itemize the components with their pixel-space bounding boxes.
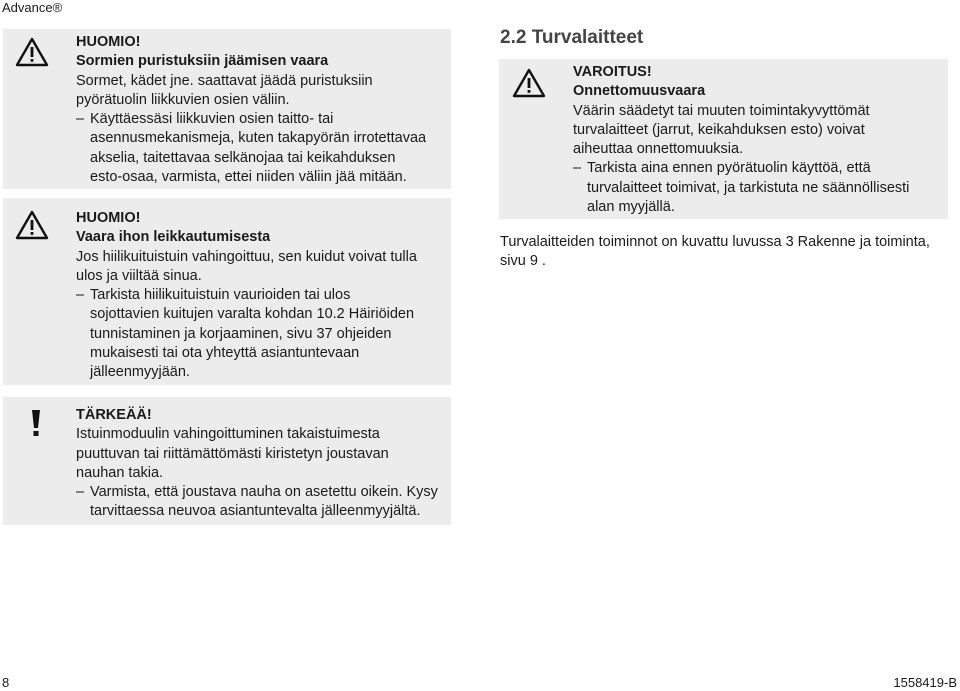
notice-title: Vaara ihon leikkautumisesta (76, 229, 271, 246)
document-code: 1558419-B (893, 675, 957, 690)
warning-bullet (573, 159, 945, 217)
notice-bullet (76, 483, 448, 522)
bullet-line: esto-osaa, varmista, ettei niiden väliin jää mitään. (90, 169, 407, 186)
warning-text-line: turvalaitteet (jarrut, keikahduksen esto) voivat (573, 121, 865, 138)
bullet-line: jälleenmyyjään. (90, 364, 190, 381)
bullet-line: alan myyjällä. (587, 199, 675, 216)
notice-heading: TÄRKEÄÄ! (76, 407, 152, 423)
body-paragraph (500, 233, 950, 272)
notice-heading: HUOMIO! (76, 34, 141, 50)
bullet-line: Varmista, että joustava nauha on asetettu oikein. Kysy (90, 484, 438, 501)
notice-text-line: Jos hiilikuituistuin vahingoittuu, sen kuidut voivat tulla (76, 248, 417, 265)
notice-title: Sormien puristuksiin jäämisen vaara (76, 53, 329, 70)
brand-header: Advance® (2, 0, 63, 15)
warning-heading: VAROITUS! (573, 64, 652, 80)
notice-text-line: Sormet, kädet jne. saattavat jäädä puristuksiin (76, 72, 373, 89)
page-number: 8 (2, 675, 10, 690)
warning-triangle-icon (512, 68, 546, 98)
notice-bullet (76, 286, 446, 382)
exclamation-icon (30, 408, 42, 438)
warning-triangle-icon (15, 37, 49, 67)
notice-content (76, 406, 448, 522)
notice-text-line: pyörätuolin liikkuvien osien väliin. (76, 91, 290, 108)
notice-bullet (76, 110, 446, 187)
bullet-line: sojottavien kuitujen varalta kohdan 10.2 Häiriöiden (90, 306, 415, 323)
warning-text-line: aiheuttaa onnettomuuksia. (573, 141, 744, 158)
warning-content (573, 63, 945, 217)
bullet-dash: – (76, 484, 85, 501)
warning-title: Onnettomuusvaara (573, 83, 706, 100)
bullet-line: tarvittaessa neuvoa asiantuntevalta jälleenmyyjältä. (90, 503, 421, 520)
paragraph-line: sivu 9 . (500, 253, 546, 270)
section-title: 2.2 Turvalaitteet (500, 27, 644, 48)
bullet-dash: – (573, 160, 582, 177)
bullet-line: Käyttäessäsi liikkuvien osien taitto- tai (90, 111, 334, 128)
notice-text-line: Istuinmoduulin vahingoittuminen takaistuimesta (76, 426, 380, 443)
bullet-dash: – (76, 287, 85, 304)
notice-text-line: puuttuvan tai riittämättömästi kiristetyn joustavan (76, 445, 389, 462)
notice-content (76, 33, 446, 187)
bullet-line: Tarkista hiilikuituistuin vaurioiden tai ulos (90, 287, 351, 304)
bullet-line: mukaisesti tai ota yhteyttä asiantuntevaan (90, 345, 360, 362)
warning-triangle-icon (15, 210, 49, 240)
warning-text-line: Väärin säädetyt tai muuten toimintakyvyttömät (573, 102, 870, 119)
notice-heading: HUOMIO! (76, 210, 141, 226)
bullet-dash: – (76, 111, 85, 128)
bullet-line: asennusmekanismeja, kuten takapyörän irrotettavaa (90, 130, 427, 147)
bullet-line: tunnistaminen ja korjaaminen, sivu 37 ohjeiden (90, 325, 392, 342)
notice-content (76, 209, 446, 383)
notice-text-line: ulos ja viiltää sinua. (76, 267, 202, 284)
bullet-line: akselia, taitettavaa selkänojaa tai keikahduksen (90, 149, 396, 166)
bullet-line: Tarkista aina ennen pyörätuolin käyttöä, että (587, 160, 871, 177)
notice-text-line: nauhan takia. (76, 464, 164, 481)
bullet-line: turvalaitteet toimivat, ja tarkistuta ne säännöllisesti (587, 179, 910, 196)
paragraph-line: Turvalaitteiden toiminnot on kuvattu luvussa 3 Rakenne ja toiminta, (500, 234, 930, 250)
